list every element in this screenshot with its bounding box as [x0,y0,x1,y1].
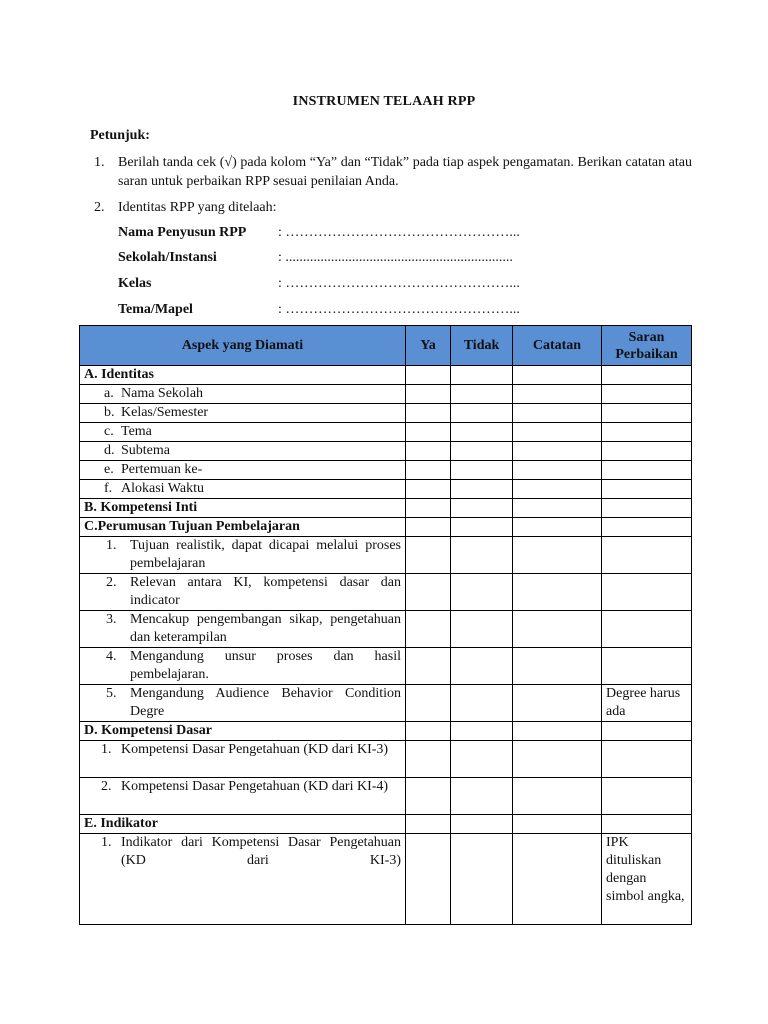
item-text: Tujuan realistik, dapat dicapai melalui proses pembelajaran [130,538,401,571]
instruction-text: Berilah tanda cek (√) pada kolom “Ya” dan “Tidak” pada tiap aspek pengamatan. Berikan catatan atau saran untuk perbaikan RPP sesuai penilaian Anda. [118,155,692,189]
catatan-cell[interactable] [513,685,602,722]
table-row [80,574,692,611]
tidak-cell[interactable] [451,423,513,442]
tidak-cell[interactable] [451,404,513,423]
item-marker: b. [104,405,115,420]
table-row [80,461,692,480]
tidak-cell[interactable] [451,574,513,611]
item-marker: 2. [106,575,117,590]
catatan-cell[interactable] [513,815,602,834]
item-marker: a. [104,386,114,401]
catatan-cell[interactable] [513,778,602,815]
aspect-cell [80,385,406,404]
saran-cell[interactable] [602,480,692,499]
document-title: INSTRUMEN TELAAH RPP [292,94,476,109]
catatan-cell[interactable] [513,480,602,499]
item-text: Kompetensi Dasar Pengetahuan (KD dari KI-3) [121,742,389,757]
catatan-cell[interactable] [513,648,602,685]
ya-cell[interactable] [406,722,451,741]
saran-cell[interactable] [602,741,692,778]
table-row [80,778,692,815]
table-row [80,611,692,648]
saran-cell[interactable] [602,611,692,648]
ya-cell[interactable] [406,778,451,815]
saran-cell[interactable] [602,404,692,423]
item-marker: 5. [106,686,117,701]
section-heading: C.Perumusan Tujuan Pembelajaran [80,518,406,537]
item-text: Kelas/Semester [121,405,209,420]
item-marker: 3. [106,612,117,627]
section-heading: D. Kompetensi Dasar [80,722,406,741]
item-text: Tema [121,424,152,439]
saran-cell[interactable] [602,574,692,611]
saran-cell[interactable]: Degree harus ada [602,685,692,722]
catatan-cell[interactable] [513,423,602,442]
table-row [80,423,692,442]
catatan-cell[interactable] [513,834,602,925]
item-text: Subtema [121,443,170,458]
instruction-number: 2. [94,200,105,215]
saran-cell[interactable] [602,423,692,442]
item-text: Mengandung unsur proses dan hasil pembelajaran. [130,649,401,682]
catatan-cell[interactable] [513,385,602,404]
catatan-cell[interactable] [513,404,602,423]
item-text: Kompetensi Dasar Pengetahuan (KD dari KI-4) [121,779,389,794]
ya-cell[interactable] [406,385,451,404]
identity-label: Sekolah/Instansi [118,250,217,265]
section-row-kompetensi-dasar [80,722,692,741]
table-row [80,385,692,404]
section-heading: B. Kompetensi Inti [80,499,406,518]
aspect-cell [80,461,406,480]
aspect-cell [80,778,406,815]
section-heading: E. Indikator [80,815,406,834]
instruction-text: Identitas RPP yang ditelaah: [118,200,277,215]
section-heading: A. Identitas [80,366,406,385]
catatan-cell[interactable] [513,611,602,648]
ya-cell[interactable] [406,574,451,611]
table-row [80,741,692,778]
table-header-row [80,326,692,366]
aspect-cell [80,404,406,423]
aspect-cell [80,648,406,685]
tidak-cell[interactable] [451,518,513,537]
tidak-cell[interactable] [451,685,513,722]
saran-cell[interactable] [602,518,692,537]
table-row [80,442,692,461]
saran-cell[interactable] [602,537,692,574]
column-header-ya: Ya [406,326,451,366]
section-row-indikator [80,815,692,834]
ya-cell[interactable] [406,815,451,834]
ya-cell[interactable] [406,461,451,480]
aspect-cell [80,611,406,648]
column-header-catatan: Catatan [513,326,602,366]
aspect-cell [80,741,406,778]
tidak-cell[interactable] [451,499,513,518]
ya-cell[interactable] [406,480,451,499]
item-text: Nama Sekolah [121,386,204,401]
tidak-cell[interactable] [451,834,513,925]
item-marker: f. [104,481,113,496]
identity-label: Nama Penyusun RPP [118,225,247,240]
item-text: Alokasi Waktu [121,481,204,496]
tidak-cell[interactable] [451,741,513,778]
telaah-table [79,325,692,925]
identity-label: Kelas [118,276,152,291]
ya-cell[interactable] [406,611,451,648]
saran-cell[interactable]: IPK dituliskan dengan simbol angka, [602,834,692,925]
item-marker: 2. [101,779,112,794]
catatan-cell[interactable] [513,518,602,537]
ya-cell[interactable] [406,404,451,423]
item-marker: 1. [101,835,112,850]
item-marker: d. [104,443,115,458]
tidak-cell[interactable] [451,611,513,648]
tidak-cell[interactable] [451,480,513,499]
column-header-tidak: Tidak [451,326,513,366]
section-row-tujuan [80,518,692,537]
item-text: Mencakup pengembangan sikap, pengetahuan dan keterampilan [130,612,401,645]
aspect-cell [80,442,406,461]
tidak-cell[interactable] [451,442,513,461]
ya-cell[interactable] [406,648,451,685]
saran-cell[interactable] [602,385,692,404]
aspect-cell [80,685,406,722]
aspect-cell [80,537,406,574]
catatan-cell[interactable] [513,366,602,385]
ya-cell[interactable] [406,834,451,925]
saran-cell[interactable] [602,461,692,480]
item-text: Indikator dari Kompetensi Dasar Pengetahuan (KD dari KI-3) [121,835,401,868]
column-header-saran: Saran Perbaikan [602,326,692,366]
table-row [80,404,692,423]
aspect-cell [80,423,406,442]
identity-value: : …………………………………………... [278,276,520,291]
item-text: Mengandung Audience Behavior Condition Degre [130,686,401,719]
ya-cell[interactable] [406,423,451,442]
aspect-cell [80,574,406,611]
identity-label: Tema/Mapel [118,302,193,317]
catatan-cell[interactable] [513,741,602,778]
tidak-cell[interactable] [451,648,513,685]
ya-cell[interactable] [406,442,451,461]
table-row [80,480,692,499]
aspect-cell [80,834,406,925]
item-marker: e. [104,462,114,477]
catatan-cell[interactable] [513,574,602,611]
instruction-number: 1. [94,155,105,170]
tidak-cell[interactable] [451,537,513,574]
tidak-cell[interactable] [451,722,513,741]
aspect-cell [80,480,406,499]
saran-cell[interactable] [602,499,692,518]
table-row [80,648,692,685]
saran-cell[interactable] [602,366,692,385]
identity-value: : …………………………………………... [278,225,520,240]
item-marker: c. [104,424,114,439]
item-text: Pertemuan ke- [121,462,203,477]
catatan-cell[interactable] [513,461,602,480]
ya-cell[interactable] [406,741,451,778]
tidak-cell[interactable] [451,385,513,404]
saran-cell[interactable] [602,648,692,685]
item-text: Relevan antara KI, kompetensi dasar dan indicator [130,575,401,608]
tidak-cell[interactable] [451,461,513,480]
table-row [80,537,692,574]
ya-cell[interactable] [406,537,451,574]
catatan-cell[interactable] [513,537,602,574]
table-row [80,685,692,722]
saran-cell[interactable] [602,722,692,741]
item-marker: 4. [106,649,117,664]
section-row-identitas [80,366,692,385]
saran-cell[interactable] [602,815,692,834]
petunjuk-label: Petunjuk: [90,128,150,143]
item-marker: 1. [101,742,112,757]
item-marker: 1. [106,538,117,553]
identity-value: : …………………………………………... [278,302,520,317]
table-row [80,834,692,925]
catatan-cell[interactable] [513,722,602,741]
ya-cell[interactable] [406,366,451,385]
tidak-cell[interactable] [451,366,513,385]
ya-cell[interactable] [406,518,451,537]
saran-cell[interactable] [602,442,692,461]
ya-cell[interactable] [406,499,451,518]
saran-cell[interactable] [602,778,692,815]
catatan-cell[interactable] [513,499,602,518]
section-row-kompetensi-inti [80,499,692,518]
column-header-aspek: Aspek yang Diamati [80,326,406,366]
catatan-cell[interactable] [513,442,602,461]
ya-cell[interactable] [406,685,451,722]
identity-value: : ................................................................. [278,250,513,265]
tidak-cell[interactable] [451,815,513,834]
tidak-cell[interactable] [451,778,513,815]
